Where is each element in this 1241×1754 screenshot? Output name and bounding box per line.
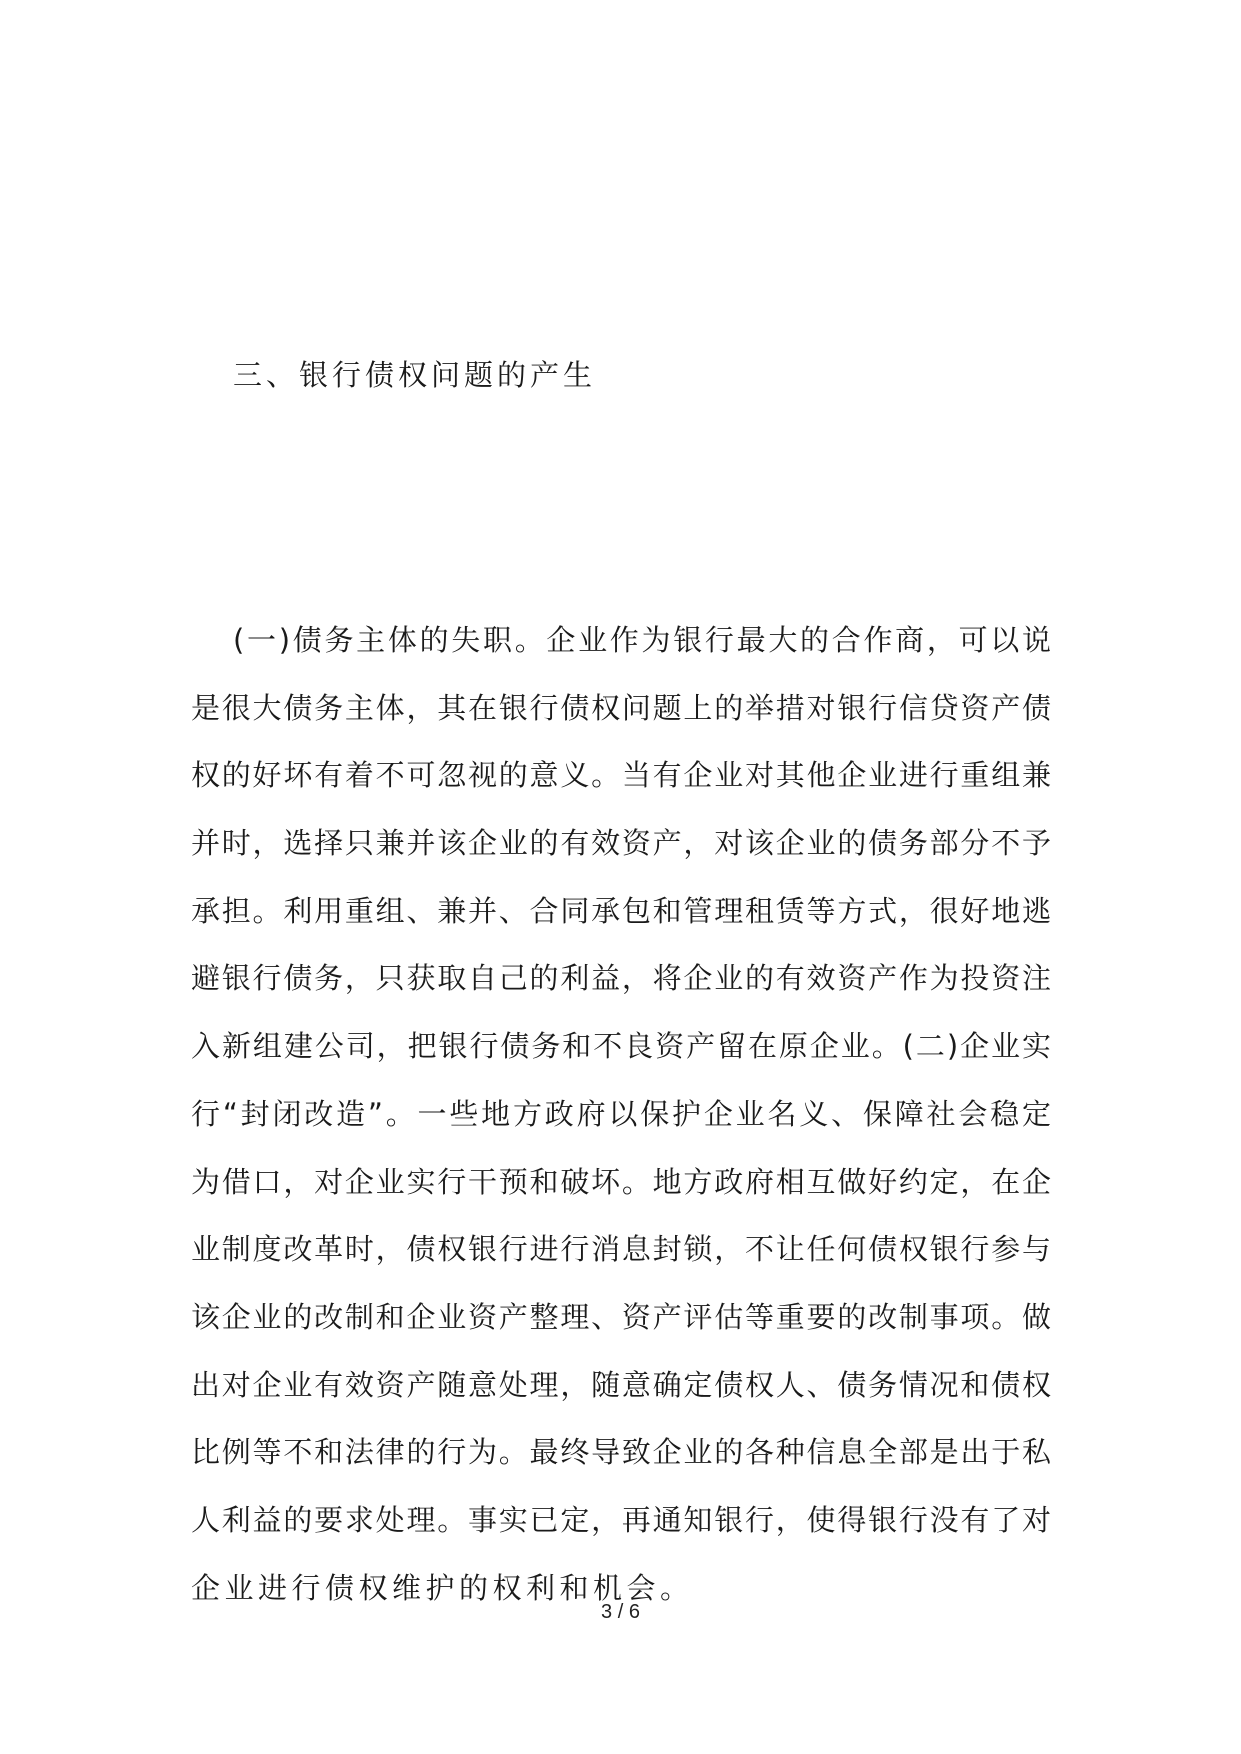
paragraph-line: 避银行债务，只获取自己的利益，将企业的有效资产作为投资注 — [191, 961, 1051, 996]
body-paragraph — [191, 620, 1051, 1635]
paragraph-line: 行“封闭改造”。一些地方政府以保护企业名义、保障社会稳定 — [191, 1096, 1051, 1131]
paragraph-line: 承担。利用重组、兼并、合同承包和管理租赁等方式，很好地逃 — [191, 893, 1051, 928]
paragraph-line: 权的好坏有着不可忽视的意义。当有企业对其他企业进行重组兼 — [191, 758, 1051, 793]
page-number: 3 / 6 — [601, 1601, 640, 1623]
paragraph-line: 业制度改革时，债权银行进行消息封锁，不让任何债权银行参与 — [191, 1232, 1051, 1267]
paragraph-line: 为借口，对企业实行干预和破坏。地方政府相互做好约定，在企 — [191, 1164, 1051, 1199]
paragraph-line: 人利益的要求处理。事实已定，再通知银行，使得银行没有了对 — [191, 1502, 1051, 1537]
paragraph-line: (一)债务主体的失职。企业作为银行最大的合作商，可以说 — [233, 623, 1051, 657]
paragraph-line: 并时，选择只兼并该企业的有效资产，对该企业的债务部分不予 — [191, 826, 1051, 861]
section-heading: 三、银行债权问题的产生 — [233, 358, 597, 392]
paragraph-line: 出对企业有效资产随意处理，随意确定债权人、债务情况和债权 — [191, 1367, 1051, 1402]
paragraph-line: 该企业的改制和企业资产整理、资产评估等重要的改制事项。做 — [191, 1299, 1051, 1334]
paragraph-line: 是很大债务主体，其在银行债权问题上的举措对银行信贷资产债 — [191, 690, 1051, 725]
paragraph-line: 入新组建公司，把银行债务和不良资产留在原企业。(二)企业实 — [191, 1029, 1051, 1064]
paragraph-line: 企业进行债权维护的权利和机会。 — [191, 1570, 694, 1605]
paragraph-line: 比例等不和法律的行为。最终导致企业的各种信息全部是出于私 — [191, 1435, 1051, 1470]
